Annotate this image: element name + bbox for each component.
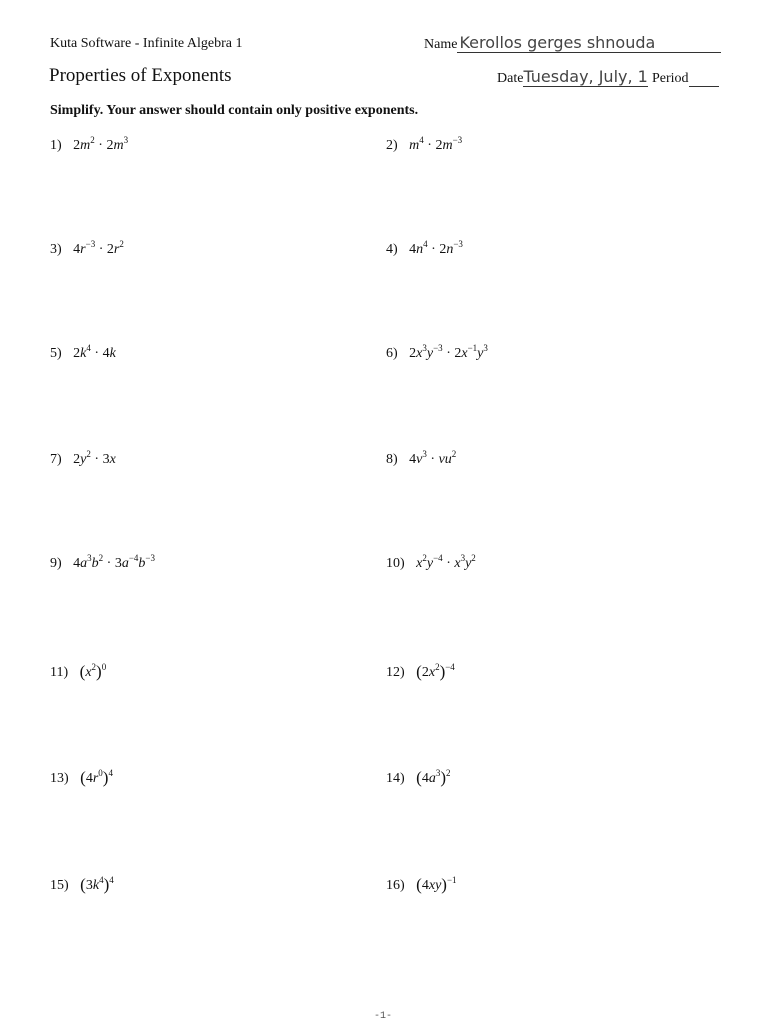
problem-6 xyxy=(386,343,488,362)
problem-number: 12) xyxy=(386,665,405,680)
problem-4 xyxy=(386,239,463,258)
problem-expression: $4v^3 \cdot vu^2$ xyxy=(409,449,457,467)
problem-15 xyxy=(50,875,114,895)
period-field[interactable] xyxy=(689,72,719,87)
problem-10 xyxy=(386,553,476,572)
problem-expression: $x^2y^{-4} \cdot x^3y^2$ xyxy=(416,553,476,571)
problem-2 xyxy=(386,135,463,154)
problem-number: 15) xyxy=(50,878,69,893)
period-label: Period xyxy=(651,71,689,86)
problem-number: 7) xyxy=(50,452,62,467)
problem-expression: $4n^4 \cdot 2n^{-3}$ xyxy=(409,239,463,257)
problem-expression: $(3k^4)^4$ xyxy=(80,875,114,894)
date-field-group xyxy=(497,68,719,87)
problem-expression: $2y^2 \cdot 3x$ xyxy=(73,449,116,467)
problem-5 xyxy=(50,343,116,362)
problem-expression: $m^4 \cdot 2m^{-3}$ xyxy=(409,135,463,153)
name-field-group xyxy=(424,34,721,53)
instructions-text: Simplify. Your answer should contain only positive exponents. xyxy=(50,103,419,118)
worksheet-title: Properties of Exponents xyxy=(49,65,232,86)
name-label: Name xyxy=(424,37,458,52)
problem-number: 13) xyxy=(50,771,69,786)
problem-expression: $2k^4 \cdot 4k$ xyxy=(73,343,116,361)
publisher-text: Kuta Software - Infinite Algebra 1 xyxy=(50,36,243,51)
problem-8 xyxy=(386,449,457,468)
problem-expression: $2m^2 \cdot 2m^3$ xyxy=(73,135,129,153)
date-label: Date xyxy=(497,71,524,86)
problem-number: 11) xyxy=(50,665,69,680)
problem-expression: $(4r^0)^4$ xyxy=(80,768,113,787)
problem-14 xyxy=(386,768,451,788)
problem-16 xyxy=(386,875,457,895)
problem-number: 16) xyxy=(386,878,405,893)
problem-number: 2) xyxy=(386,138,398,153)
problem-12 xyxy=(386,662,455,682)
page-number: -1- xyxy=(374,1011,393,1022)
problem-9 xyxy=(50,553,155,572)
problem-1 xyxy=(50,135,129,154)
problem-number: 6) xyxy=(386,346,398,361)
problem-expression: $4r^{-3} \cdot 2r^2$ xyxy=(73,239,124,257)
name-field[interactable]: Kerollos gerges shnouda xyxy=(457,34,721,53)
problem-expression: $(x^2)^0$ xyxy=(79,662,107,681)
problem-number: 3) xyxy=(50,242,62,257)
problem-number: 5) xyxy=(50,346,62,361)
problem-number: 10) xyxy=(386,556,405,571)
problem-11 xyxy=(50,662,106,682)
problem-3 xyxy=(50,239,124,258)
problem-expression: $(4a^3)^2$ xyxy=(416,768,451,787)
problem-number: 14) xyxy=(386,771,405,786)
problem-number: 9) xyxy=(50,556,62,571)
problem-expression: $4a^3b^2 \cdot 3a^{-4}b^{-3}$ xyxy=(73,553,155,571)
date-field[interactable]: Tuesday, July, 1 xyxy=(523,68,648,86)
problem-expression: $(4xy)^{-1}$ xyxy=(416,875,457,894)
problem-number: 1) xyxy=(50,138,62,153)
problem-number: 4) xyxy=(386,242,398,257)
problem-expression: $2x^3y^{-3} \cdot 2x^{-1}y^3$ xyxy=(409,343,488,361)
problem-13 xyxy=(50,768,113,788)
problem-number: 8) xyxy=(386,452,398,467)
problem-7 xyxy=(50,449,116,468)
problem-expression: $(2x^2)^{-4}$ xyxy=(416,662,455,681)
